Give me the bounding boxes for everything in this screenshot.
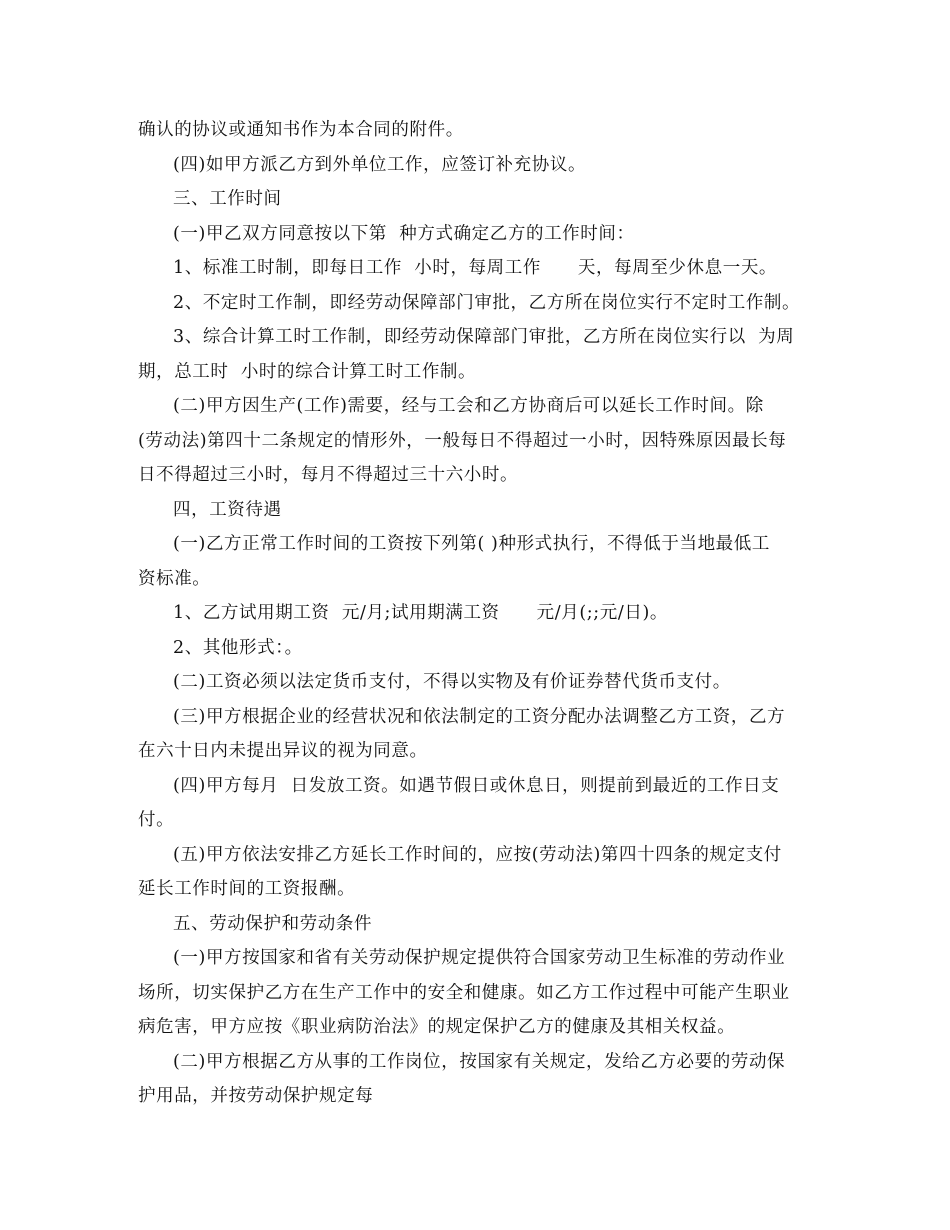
text-line: 场所，切实保护乙方在生产工作中的安全和健康。如乙方工作过程中可能产生职业	[138, 982, 790, 1003]
section-heading: 三、工作时间	[173, 189, 282, 209]
text-line: (二)工资必须以法定货币支付，不得以实物及有价证券替代货币支付。	[173, 672, 731, 692]
text-line: (一)甲方按国家和省有关劳动保护规定提供符合国家劳动卫生标准的劳动作业	[173, 948, 786, 968]
text-line: (二)甲方因生产(工作)需要，经与工会和乙方协商后可以延长工作时间。除	[173, 396, 764, 416]
text-line: 期，总工时 小时的综合计算工时工作制。	[138, 361, 477, 382]
text-line: (劳动法)第四十二条规定的情形外，一般每日不得超过一小时，因特殊原因最长每	[138, 430, 787, 451]
text-line: 在六十日内未提出异议的视为同意。	[138, 741, 428, 761]
text-line: (四)甲方每月 日发放工资。如遇节假日或休息日，则提前到最近的工作日支	[173, 775, 780, 796]
text-line: (四)如甲方派乙方到外单位工作，应签订补充协议。	[173, 154, 587, 175]
text-line: 日不得超过三小时，每月不得超过三十六小时。	[138, 465, 519, 485]
text-line: 2、其他形式：。	[173, 637, 303, 658]
text-line: 2、不定时工作制，即经劳动保障部门审批，乙方所在岗位实行不定时工作制。	[173, 292, 801, 313]
text-line: 1、乙方试用期工资 元/月;试用期满工资 元/月(;;元/日)。	[173, 603, 668, 623]
section-heading: 五、劳动保护和劳动条件	[173, 913, 373, 934]
text-line: 1、标准工时制，即每日工作 小时，每周工作 天，每周至少休息一天。	[173, 258, 778, 278]
text-line: 付。	[138, 810, 175, 830]
section-heading: 四，工资待遇	[173, 499, 282, 520]
text-line: (三)甲方根据企业的经营状况和依法制定的工资分配办法调整乙方工资，乙方	[173, 706, 786, 727]
text-line: 资标准。	[138, 568, 211, 589]
text-line: 确认的协议或通知书作为本合同的附件。	[138, 120, 464, 140]
text-line: (五)甲方依法安排乙方延长工作时间的，应按(劳动法)第四十四条的规定支付	[173, 844, 782, 865]
text-line: (一)甲乙双方同意按以下第 种方式确定乙方的工作时间：	[173, 223, 635, 244]
text-line: 护用品，并按劳动保护规定每	[138, 1086, 374, 1106]
text-line: 延长工作时间的工资报酬。	[138, 879, 356, 899]
text-line: (一)乙方正常工作时间的工资按下列第( )种形式执行，不得低于当地最低工	[173, 534, 770, 554]
text-line: 3、综合计算工时工作制，即经劳动保障部门审批，乙方所在岗位实行以 为周	[173, 327, 795, 347]
text-line: (二)甲方根据乙方从事的工作岗位，按国家有关规定，发给乙方必要的劳动保	[173, 1051, 786, 1072]
document-body	[138, 113, 818, 1114]
text-line: 病危害，甲方应按《职业病防治法》的规定保护乙方的健康及其相关权益。	[138, 1017, 736, 1037]
